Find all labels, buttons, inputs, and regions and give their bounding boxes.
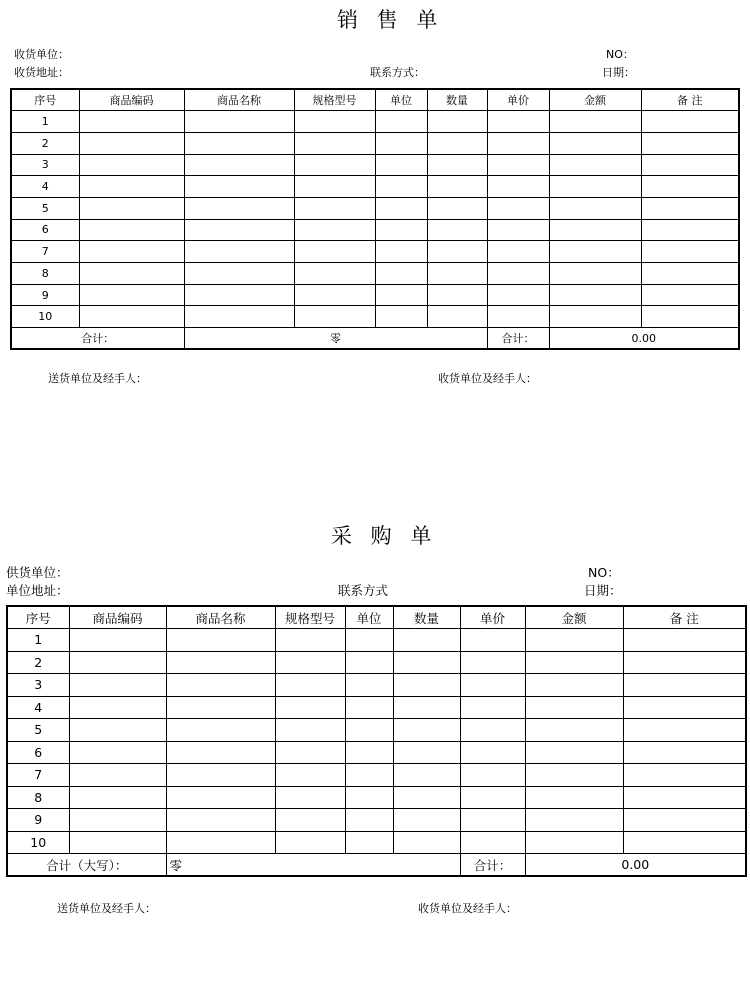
cell[interactable] — [294, 263, 375, 285]
sales-contact-label: 联系方式： — [370, 66, 425, 79]
header-cell: 单价 — [460, 606, 525, 629]
cell[interactable] — [427, 111, 487, 133]
cell[interactable] — [69, 741, 166, 764]
header-cell: 单价 — [487, 89, 549, 111]
cell[interactable] — [460, 741, 525, 764]
cell[interactable] — [275, 719, 345, 742]
cell[interactable] — [345, 764, 393, 787]
header-cell: 序号 — [11, 89, 79, 111]
cell[interactable] — [641, 306, 739, 328]
cell[interactable] — [375, 219, 427, 241]
cell[interactable] — [393, 741, 460, 764]
row-number: 7 — [11, 241, 79, 263]
cell[interactable] — [79, 263, 184, 285]
cell[interactable] — [549, 197, 641, 219]
cell[interactable] — [549, 263, 641, 285]
table-row — [7, 764, 746, 787]
header-cell: 数量 — [393, 606, 460, 629]
cell[interactable] — [460, 651, 525, 674]
cell[interactable] — [166, 674, 275, 697]
cell[interactable] — [294, 306, 375, 328]
cell[interactable] — [69, 809, 166, 832]
cell[interactable] — [549, 154, 641, 176]
sales-date-label: 日期： — [602, 66, 635, 79]
cell[interactable] — [184, 111, 294, 133]
table-row — [11, 197, 739, 219]
cell[interactable] — [487, 154, 549, 176]
cell[interactable] — [275, 696, 345, 719]
sales-receiver-sign-label: 收货单位及经手人： — [438, 372, 537, 385]
cell[interactable] — [184, 132, 294, 154]
total-value: 0.00 — [525, 854, 746, 877]
table-row — [7, 651, 746, 674]
cell[interactable] — [184, 241, 294, 263]
cell[interactable] — [623, 696, 746, 719]
table-row — [7, 741, 746, 764]
cell[interactable] — [393, 831, 460, 854]
cell[interactable] — [525, 696, 623, 719]
cell[interactable] — [623, 809, 746, 832]
header-cell: 金额 — [549, 89, 641, 111]
cell[interactable] — [79, 154, 184, 176]
cell[interactable] — [641, 111, 739, 133]
total-row — [11, 328, 739, 350]
cell[interactable] — [460, 786, 525, 809]
table-header-row — [11, 89, 739, 111]
sales-receiver-unit-label: 收货单位： — [14, 48, 69, 61]
cell[interactable] — [549, 284, 641, 306]
header-cell: 备 注 — [641, 89, 739, 111]
cell[interactable] — [294, 132, 375, 154]
cell[interactable] — [427, 284, 487, 306]
cell[interactable] — [345, 719, 393, 742]
header-cell: 备 注 — [623, 606, 746, 629]
header-cell: 商品编码 — [69, 606, 166, 629]
cell[interactable] — [345, 696, 393, 719]
table-row — [11, 132, 739, 154]
total-label: 合计： — [11, 328, 184, 350]
cell[interactable] — [275, 764, 345, 787]
cell[interactable] — [641, 197, 739, 219]
cell[interactable] — [375, 241, 427, 263]
total-label-2: 合计： — [460, 854, 525, 877]
row-number: 9 — [7, 809, 69, 832]
cell[interactable] — [345, 831, 393, 854]
cell[interactable] — [393, 719, 460, 742]
table-row — [7, 809, 746, 832]
header-cell: 商品编码 — [79, 89, 184, 111]
cell[interactable] — [393, 629, 460, 652]
cell[interactable] — [427, 176, 487, 198]
cell[interactable] — [525, 674, 623, 697]
sales-table — [10, 88, 740, 350]
cell[interactable] — [460, 809, 525, 832]
cell[interactable] — [525, 764, 623, 787]
cell[interactable] — [623, 741, 746, 764]
cell[interactable] — [294, 241, 375, 263]
cell[interactable] — [549, 306, 641, 328]
cell[interactable] — [166, 809, 275, 832]
cell[interactable] — [275, 674, 345, 697]
cell[interactable] — [393, 764, 460, 787]
cell[interactable] — [184, 176, 294, 198]
header-cell: 单位 — [345, 606, 393, 629]
cell[interactable] — [166, 651, 275, 674]
cell[interactable] — [549, 111, 641, 133]
table-row — [7, 719, 746, 742]
cell[interactable] — [345, 786, 393, 809]
amount-in-words: 零 — [166, 854, 460, 877]
cell[interactable] — [166, 629, 275, 652]
row-number: 3 — [7, 674, 69, 697]
cell[interactable] — [69, 651, 166, 674]
cell[interactable] — [69, 764, 166, 787]
row-number: 5 — [11, 197, 79, 219]
cell[interactable] — [345, 674, 393, 697]
cell[interactable] — [79, 306, 184, 328]
cell[interactable] — [623, 831, 746, 854]
cell[interactable] — [79, 241, 184, 263]
total-label: 合计（大写）： — [7, 854, 166, 877]
cell[interactable] — [487, 263, 549, 285]
cell[interactable] — [375, 111, 427, 133]
cell[interactable] — [623, 674, 746, 697]
sales-sender-sign-label: 送货单位及经手人： — [48, 372, 147, 385]
cell[interactable] — [69, 629, 166, 652]
table-row — [11, 176, 739, 198]
header-cell: 数量 — [427, 89, 487, 111]
cell[interactable] — [375, 306, 427, 328]
purchase-unit-address-label: 单位地址： — [6, 583, 69, 598]
table-row — [11, 154, 739, 176]
cell[interactable] — [525, 719, 623, 742]
purchase-sender-sign-label: 送货单位及经手人： — [57, 902, 156, 915]
table-row — [7, 629, 746, 652]
cell[interactable] — [623, 651, 746, 674]
cell[interactable] — [427, 306, 487, 328]
cell[interactable] — [487, 132, 549, 154]
cell[interactable] — [375, 197, 427, 219]
cell[interactable] — [525, 786, 623, 809]
row-number: 10 — [7, 831, 69, 854]
cell[interactable] — [375, 132, 427, 154]
table-row — [11, 111, 739, 133]
row-number: 4 — [7, 696, 69, 719]
cell[interactable] — [460, 696, 525, 719]
row-number: 2 — [11, 132, 79, 154]
cell[interactable] — [345, 629, 393, 652]
row-number: 10 — [11, 306, 79, 328]
row-number: 1 — [11, 111, 79, 133]
cell[interactable] — [525, 741, 623, 764]
row-number: 6 — [7, 741, 69, 764]
cell[interactable] — [166, 741, 275, 764]
cell[interactable] — [393, 651, 460, 674]
header-cell: 序号 — [7, 606, 69, 629]
purchase-title: 采 购 单 — [331, 524, 438, 548]
cell[interactable] — [549, 241, 641, 263]
table-row — [11, 284, 739, 306]
purchase-contact-label: 联系方式 — [338, 583, 389, 598]
cell[interactable] — [623, 764, 746, 787]
table-row — [7, 786, 746, 809]
cell[interactable] — [294, 111, 375, 133]
cell[interactable] — [69, 719, 166, 742]
cell[interactable] — [427, 263, 487, 285]
cell[interactable] — [79, 197, 184, 219]
table-row — [7, 696, 746, 719]
cell[interactable] — [166, 786, 275, 809]
row-number: 5 — [7, 719, 69, 742]
cell[interactable] — [623, 786, 746, 809]
cell[interactable] — [487, 219, 549, 241]
purchase-receiver-sign-label: 收货单位及经手人： — [418, 902, 517, 915]
cell[interactable] — [69, 696, 166, 719]
row-number: 3 — [11, 154, 79, 176]
cell[interactable] — [525, 831, 623, 854]
cell[interactable] — [487, 197, 549, 219]
cell[interactable] — [623, 629, 746, 652]
cell[interactable] — [184, 197, 294, 219]
cell[interactable] — [549, 176, 641, 198]
cell[interactable] — [460, 764, 525, 787]
total-row — [7, 854, 746, 877]
header-cell: 金额 — [525, 606, 623, 629]
cell[interactable] — [460, 719, 525, 742]
cell[interactable] — [275, 651, 345, 674]
cell[interactable] — [345, 809, 393, 832]
table-row — [11, 306, 739, 328]
cell[interactable] — [375, 263, 427, 285]
cell[interactable] — [525, 809, 623, 832]
cell[interactable] — [460, 831, 525, 854]
cell[interactable] — [166, 719, 275, 742]
cell[interactable] — [69, 674, 166, 697]
cell[interactable] — [184, 284, 294, 306]
cell[interactable] — [641, 176, 739, 198]
cell[interactable] — [393, 809, 460, 832]
purchase-date-label: 日期： — [584, 583, 622, 598]
table-row — [11, 219, 739, 241]
row-number: 6 — [11, 219, 79, 241]
cell[interactable] — [393, 786, 460, 809]
cell[interactable] — [641, 263, 739, 285]
header-cell: 规格型号 — [275, 606, 345, 629]
cell[interactable] — [79, 132, 184, 154]
cell[interactable] — [79, 176, 184, 198]
cell[interactable] — [69, 831, 166, 854]
cell[interactable] — [487, 111, 549, 133]
cell[interactable] — [393, 696, 460, 719]
row-number: 8 — [7, 786, 69, 809]
cell[interactable] — [375, 284, 427, 306]
row-number: 2 — [7, 651, 69, 674]
cell[interactable] — [487, 284, 549, 306]
cell[interactable] — [69, 786, 166, 809]
row-number: 7 — [7, 764, 69, 787]
row-number: 9 — [11, 284, 79, 306]
sales-receiver-address-label: 收货地址： — [14, 66, 69, 79]
cell[interactable] — [345, 651, 393, 674]
cell[interactable] — [487, 176, 549, 198]
purchase-table — [6, 605, 747, 877]
cell[interactable] — [275, 809, 345, 832]
table-header-row — [7, 606, 746, 629]
cell[interactable] — [294, 197, 375, 219]
cell[interactable] — [79, 284, 184, 306]
cell[interactable] — [294, 219, 375, 241]
cell[interactable] — [184, 154, 294, 176]
cell[interactable] — [487, 241, 549, 263]
cell[interactable] — [79, 219, 184, 241]
cell[interactable] — [294, 284, 375, 306]
cell[interactable] — [166, 831, 275, 854]
cell[interactable] — [275, 629, 345, 652]
cell[interactable] — [166, 764, 275, 787]
sales-title: 销 售 单 — [337, 8, 444, 32]
cell[interactable] — [525, 651, 623, 674]
purchase-supplier-unit-label: 供货单位： — [6, 565, 69, 580]
cell[interactable] — [641, 284, 739, 306]
cell[interactable] — [641, 241, 739, 263]
cell[interactable] — [345, 741, 393, 764]
cell[interactable] — [393, 674, 460, 697]
cell[interactable] — [525, 629, 623, 652]
sales-no-label: NO： — [606, 48, 634, 61]
cell[interactable] — [275, 831, 345, 854]
total-label-2: 合计： — [487, 328, 549, 350]
row-number: 1 — [7, 629, 69, 652]
table-row — [7, 674, 746, 697]
cell[interactable] — [184, 219, 294, 241]
cell[interactable] — [549, 219, 641, 241]
cell[interactable] — [294, 176, 375, 198]
cell[interactable] — [623, 719, 746, 742]
cell[interactable] — [641, 154, 739, 176]
header-cell: 商品名称 — [184, 89, 294, 111]
cell[interactable] — [184, 263, 294, 285]
header-cell: 单位 — [375, 89, 427, 111]
table-row — [11, 263, 739, 285]
cell[interactable] — [641, 132, 739, 154]
table-row — [7, 831, 746, 854]
row-number: 8 — [11, 263, 79, 285]
cell[interactable] — [460, 629, 525, 652]
cell[interactable] — [427, 241, 487, 263]
header-cell: 规格型号 — [294, 89, 375, 111]
cell[interactable] — [79, 111, 184, 133]
cell[interactable] — [641, 219, 739, 241]
cell[interactable] — [184, 306, 294, 328]
cell[interactable] — [294, 154, 375, 176]
cell[interactable] — [275, 741, 345, 764]
cell[interactable] — [166, 696, 275, 719]
cell[interactable] — [275, 786, 345, 809]
purchase-no-label: NO： — [588, 565, 620, 580]
cell[interactable] — [549, 132, 641, 154]
row-number: 4 — [11, 176, 79, 198]
cell[interactable] — [427, 154, 487, 176]
cell[interactable] — [375, 154, 427, 176]
cell[interactable] — [375, 176, 427, 198]
cell[interactable] — [427, 219, 487, 241]
total-value: 0.00 — [549, 328, 739, 350]
amount-in-words: 零 — [184, 328, 487, 350]
cell[interactable] — [460, 674, 525, 697]
cell[interactable] — [427, 132, 487, 154]
header-cell: 商品名称 — [166, 606, 275, 629]
cell[interactable] — [487, 306, 549, 328]
cell[interactable] — [427, 197, 487, 219]
table-row — [11, 241, 739, 263]
